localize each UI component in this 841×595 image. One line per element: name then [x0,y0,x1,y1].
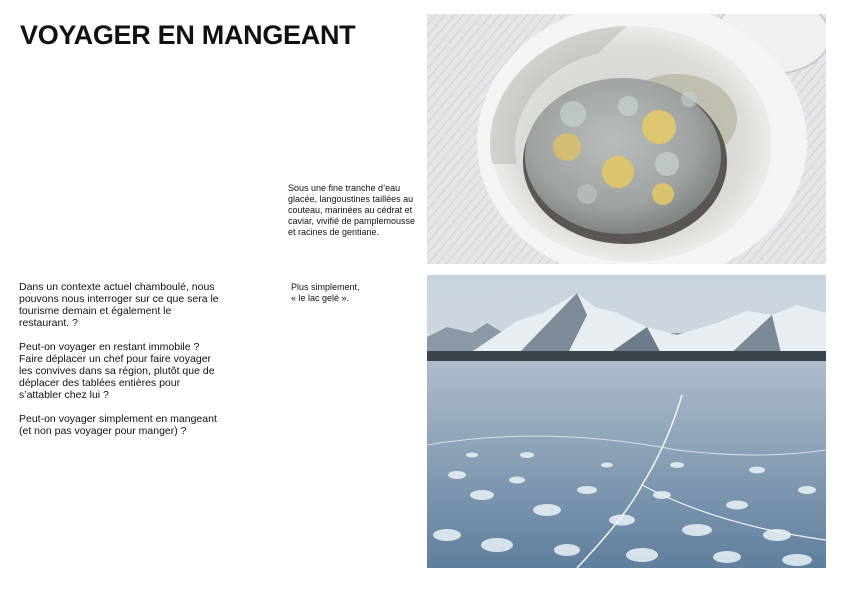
frozen-lake-photo [427,275,826,568]
intro-paragraph-immobile: Peut-on voyager en restant immobile ? Faire déplacer un chef pour faire voyager les convives dans sa région, plutôt que de déplacer des tablées entières pour s’attabler chez lui ? [19,341,215,401]
lake-caption: Plus simplement, « le lac gelé ». [291,282,360,303]
dish-photo [427,14,826,264]
intro-paragraph-eating: Peut-on voyager simplement en mangeant (et non pas voyager pour manger) ? [19,413,217,437]
dish-caption: Sous une fine tranche d’eau glacée, langoustines taillées au couteau, marinées au cédrat et caviar, vivifié de pamplemousse et racines de gentiane. [288,183,416,237]
page-title: VOYAGER EN MANGEANT [20,20,356,50]
intro-text [19,281,224,449]
intro-paragraph-context: Dans un contexte actuel chamboulé, nous pouvons nous interroger sur ce que sera le tourisme demain et également le restaurant. ? [19,281,219,329]
